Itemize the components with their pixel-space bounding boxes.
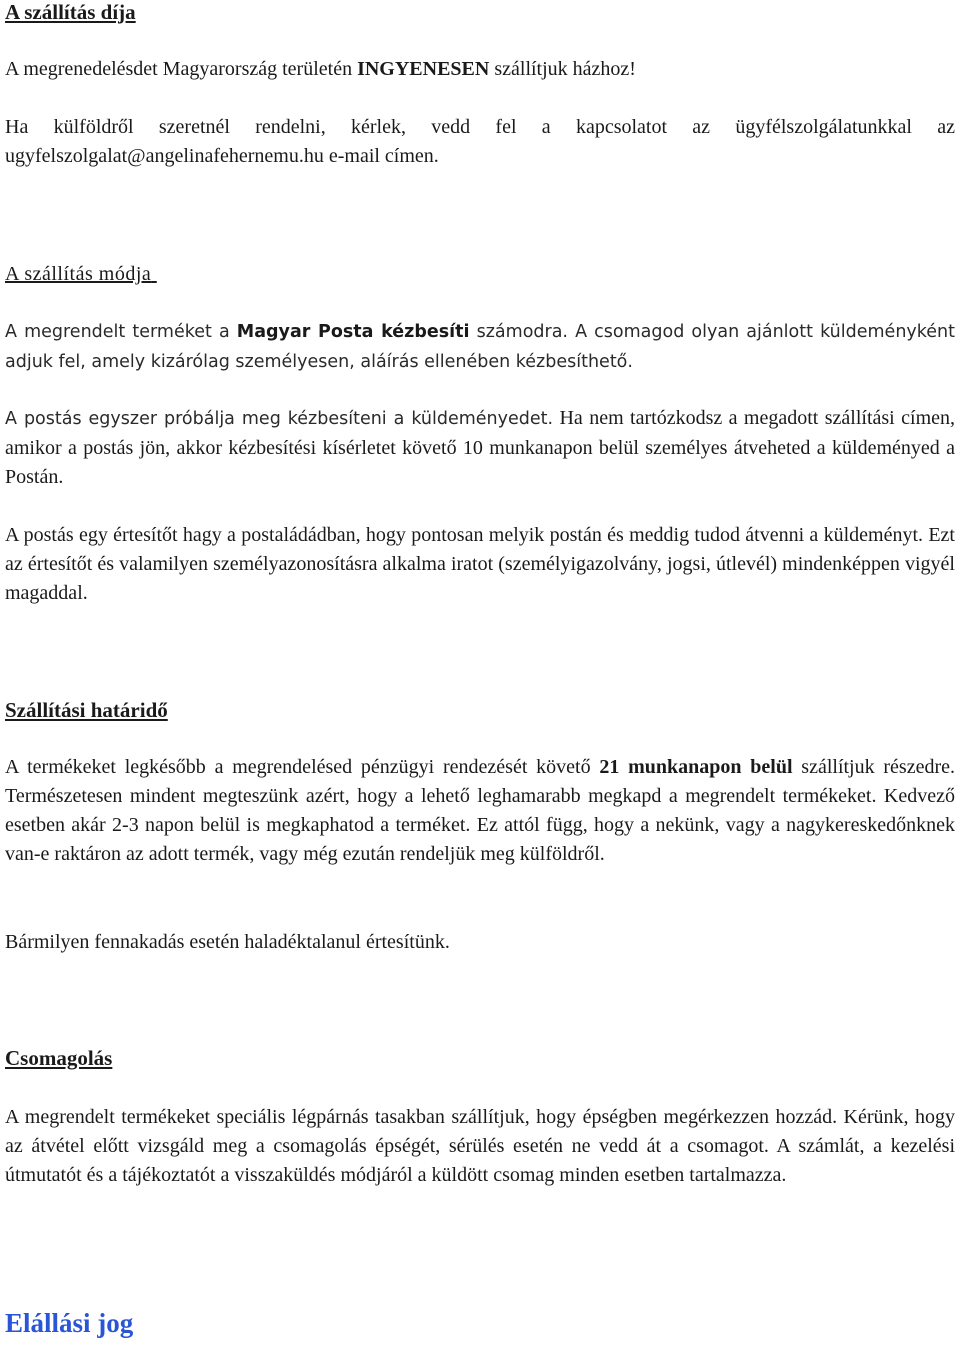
paragraph-csomagolas: A megrendelt termékeket speciális légpárnás tasakban szállítjuk, hogy épségben megérkezzen hozzád. Kérünk, hogy az átvétel előtt vizsgáld meg a csomagolás épségét, sérülés esetén ne vedd át a csomagot. A számlát, a kezelési útmutatót és a tájékoztatót a visszaküldés módjáról a küldött csomag minden esetben tartalmazza. (5, 1106, 955, 1186)
paragraph-hatarido (5, 753, 955, 869)
text-span: szállítjuk részedre. Természetesen mindent megteszünk azért, hogy a lehető leghamarabb megkapd a megrendelt termékeket. Kedvező esetben akár 2-3 napon belül is megkaphatod a terméket. Ez attól függ, hogy a nekünk, vagy a nagykereskedőnknek van-e raktáron az adott termék, vagy még ezután rendeljük meg külföldről. (5, 756, 955, 865)
paragraph-magyar-posta (5, 317, 955, 377)
bold-text: 21 munkanapon belül (599, 756, 793, 778)
section-heading-elallasi-jog: Elállási jog (5, 1308, 134, 1338)
text-span: számodra. A csomagod olyan ajánlott küldeményként adjuk fel, amely kizárólag személyesen, aláírás ellenében kézbesíthető. (5, 322, 955, 372)
paragraph-fennakadas: Bármilyen fennakadás esetén haladéktalanul értesítünk. (5, 931, 450, 953)
paragraph-ertesito: A postás egy értesítőt hagy a postaládádban, hogy pontosan melyik postán és meddig tudod átvenni a küldeményt. Ezt az értesítőt és valamilyen személyazonosításra alkalma iratot (személyigazolvány, jogsi, útlevél) mindenképpen vigyél magaddal. (5, 524, 955, 604)
paragraph-ingyenes (5, 55, 955, 84)
text-span: Ha nem tartózkodsz a megadott szállítási címen, amikor a postás jön, akkor kézbesítési kísérletet követő 10 munkanapon belül személyes átveheted a küldeményed a Postán. (5, 407, 955, 488)
text-span: A megrenedelésdet Magyarország területén (5, 58, 358, 80)
bold-text: INGYENESEN (357, 58, 490, 80)
text-span: A megrendelt terméket a (5, 322, 237, 342)
paragraph-postas-egyszer (5, 404, 955, 492)
heading-text: A szállítás módja (5, 263, 152, 285)
section-heading-szallitasi-hatarido: Szállítási határidő (5, 698, 168, 722)
section-heading-szallitas-modja (5, 262, 157, 286)
section-heading-szallitas-dija: A szállítás díja (5, 0, 136, 24)
text-span: A postás egyszer próbálja meg kézbesíteni a küldeményedet. (5, 409, 554, 429)
text-span: A termékeket legkésőbb a megrendelésed pénzügyi rendezését követő (5, 756, 600, 778)
section-heading-csomagolas: Csomagolás (5, 1046, 113, 1070)
bold-text: Magyar Posta kézbesíti (236, 322, 470, 342)
text-span: szállítjuk házhoz! (489, 58, 636, 80)
paragraph-kulfold: Ha külföldről szeretnél rendelni, kérlek, vedd fel a kapcsolatot az ügyfélszolgálatunkkal az ugyfelszolgalat@angelinafehernemu.hu e-mail címen. (5, 116, 955, 167)
